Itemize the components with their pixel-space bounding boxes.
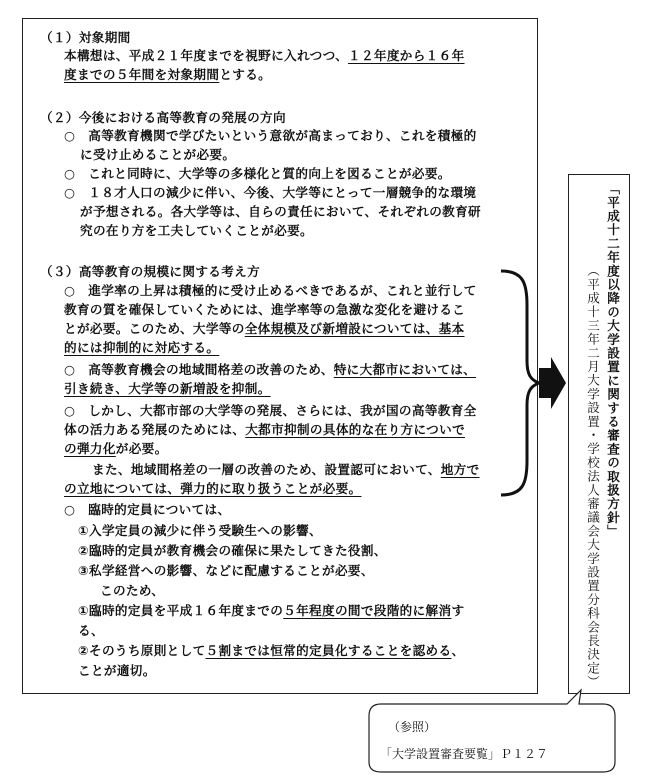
section3-line17: ①臨時的定員を平成１６年度までの５年程度の間で段階的に解消す	[78, 603, 465, 618]
section3-heading: （３）高等教育の規模に関する考え方	[40, 264, 261, 279]
section1-heading: （１）対象期間	[40, 30, 131, 45]
section3-line9: の弾力化が必要。	[64, 441, 168, 456]
side-subtitle: （平成十三年二月大学設置・学校法人審議会大学設置分科会長決定）	[585, 264, 600, 689]
section3-line11: の立地については、弾力的に取り扱うことが必要。	[64, 481, 362, 496]
bracket-arrow-graphic	[495, 265, 567, 505]
section3-line2: 教育の質を確保していくためには、進学率等の急激な変化を避けるこ	[64, 302, 466, 317]
section3-line16: このため、	[100, 583, 165, 598]
section1-line2: 度までの５年間を対象期間とする。	[64, 67, 272, 82]
section3-line6: 引き続き、大学等の新増設を抑制。	[64, 381, 271, 396]
reference-source: 「大学設置審査要覧」Ｐ１２７	[380, 747, 549, 761]
section2-line1: ○ 高等教育機関で学びたいという意欲が高まっており、これを積極的	[64, 128, 477, 143]
section3-line20: ことが適切。	[78, 663, 156, 678]
section2-line3: ○ これと同時に、大学等の多様化と質的向上を図ることが必要。	[64, 166, 451, 181]
section2-line4: ○ １８才人口の減少に伴い、今後、大学等にとって一層競争的な環境	[64, 185, 477, 200]
section3-line10: また、地域間格差の一層の改善のため、設置認可において、地方で	[92, 462, 480, 477]
section3-line18: る、	[78, 623, 104, 638]
side-title: 「平成十二年度以降の大学設置に関する審査の取扱方針」	[605, 182, 620, 539]
section3-line3: とが必要。このため、大学等の全体規模及び新増設については、基本	[64, 321, 465, 336]
section3-line15: ③私学経営への影響、などに配慮することが必要、	[78, 563, 374, 578]
section3-line13: ①入学定員の減少に伴う受験生への影響、	[78, 523, 323, 538]
section3-line4: 的には抑制的に対応する。	[64, 340, 220, 355]
section3-line5: ○ 高等教育機会の地域間格差の改善のため、特に大都市においては、	[64, 362, 477, 377]
section3-line19: ②そのうち原則として５割までは恒常的定員化することを認める、	[78, 643, 465, 658]
section2-line5: が予想される。各大学等は、自らの責任において、それぞれの教育研	[80, 204, 482, 219]
section3-line1: ○ 進学率の上昇は積極的に受け止めるべきであるが、これと並行して	[64, 283, 477, 298]
section2-line6: 究の在り方を工夫していくことが必要。	[80, 223, 313, 238]
section3-line14: ②臨時的定員が教育機会の確保に果たしてきた役割、	[78, 543, 387, 558]
section3-line12: ○ 臨時的定員については、	[64, 502, 231, 517]
section1-line1: 本構想は、平成２１年度までを視野に入れつつ、１２年度から１６年	[64, 48, 465, 63]
reference-label: （参照）	[388, 720, 437, 734]
curly-brace-icon	[501, 271, 539, 495]
section3-line7: ○ しかし、大都市部の大学等の発展、さらには、我が国の高等教育全	[64, 403, 477, 418]
section2-line2: に受け止めることが必要。	[80, 147, 236, 162]
section3-line8: 体の活力ある発展のためには、大都市抑制の具体的な在り方についで	[64, 422, 466, 437]
section2-heading: （２）今後における高等教育の発展の方向	[40, 110, 286, 125]
right-arrow-icon	[539, 357, 566, 409]
